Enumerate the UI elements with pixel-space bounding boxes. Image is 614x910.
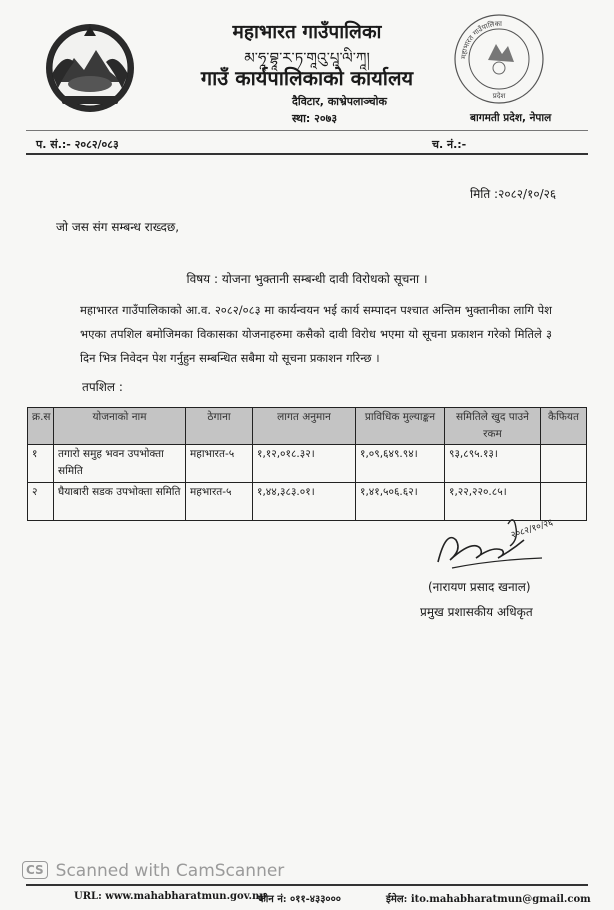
notice-body: महाभारत गाउँपालिकाको आ.व. २०८२/०८३ मा कार्यन्वयन भई कार्य सम्पादन पश्चात अन्तिम भुक्तानीका लागि पेश भएका तपशिल बमोजिमका विकासका योजनाहरुमा कसैको दावी विरोध भएमा यो सूचना प्रकाशन गरेको मितिले ३ दिन भित्र निवेदन पेश गर्नुहुन सम्बन्धित सबैमा यो सूचना प्रकाशन गरिन्छ । — [80, 303, 552, 365]
header-cost-estimate: लागत अनुमान — [253, 408, 356, 445]
cell-net-amount: ९३,८९५.१३। — [445, 445, 541, 483]
salutation: जो जस संग सम्बन्ध राख्दछ, — [56, 220, 180, 234]
header-remarks: कैफियत — [541, 408, 587, 445]
cell-remarks — [541, 445, 587, 483]
camscanner-text: Scanned with CamScanner — [55, 861, 285, 881]
cell-serial: १ — [28, 445, 54, 483]
footer-email: ईमेल: ito.mahabharatmun@gmail.com — [386, 894, 591, 905]
cell-project-name: तगारो समुह भवन उपभोक्ता समिति — [54, 445, 186, 483]
office-title: गाउँ कार्यपालिकाको कार्यालय — [200, 66, 414, 90]
header-address: ठेगाना — [186, 408, 253, 445]
established-year: स्था: २०७३ — [292, 112, 338, 125]
signer-title: प्रमुख प्रशासकीय अधिकृत — [420, 605, 533, 619]
table-header-row — [28, 408, 587, 445]
cell-address: महाभारत-५ — [186, 445, 253, 483]
cell-technical-evaluation: १,४१,५०६.६२। — [356, 483, 445, 521]
province-label: बागमती प्रदेश, नेपाल — [470, 112, 552, 124]
cell-technical-evaluation: १,०९,६४९.९४। — [356, 445, 445, 483]
footer-url: URL: www.mahabharatmun.gov.np — [74, 891, 267, 902]
cell-address: महभारत-५ — [186, 483, 253, 521]
footer-divider — [26, 884, 588, 886]
handwritten-signature — [432, 510, 562, 580]
svg-text:प्रदेश: प्रदेश — [492, 92, 506, 100]
header-net-amount: समितिले खुद पाउने रकम — [445, 408, 541, 445]
table-row — [28, 445, 587, 483]
projects-table — [27, 407, 587, 521]
signer-name: (नारायण प्रसाद खनाल) — [428, 580, 531, 594]
municipality-name-tibetan: མ་ཧཱ་བྷཱ་ར་ཏ་གཱའུ་པཱ་ལི་ཀཱ། — [244, 49, 370, 67]
svg-text:महाभारत गाउँपालिका: महाभारत गाउँपालिका — [459, 19, 503, 60]
cell-cost-estimate: १,१२,०१८.३२। — [253, 445, 356, 483]
office-address: दैविटार, काभ्रेपलाञ्चोक — [292, 95, 387, 108]
cell-project-name: घैयाबारी सडक उपभोक्ता समिति — [54, 483, 186, 521]
camscanner-icon: CS — [22, 861, 48, 879]
letter-date: मिति :२०८२/१०/२६ — [470, 187, 557, 201]
dispatch-number: च. नं.:- — [432, 138, 467, 151]
signature-date: २०८२/१०/२६ — [509, 517, 555, 541]
municipality-name: महाभारत गाउँपालिका — [232, 21, 382, 43]
cell-cost-estimate: १,४४,३८३.०१। — [253, 483, 356, 521]
subject-line: विषय : योजना भुक्तानी सम्बन्धी दावी विरोधको सूचना । — [186, 272, 428, 286]
footer-phone: फोन नं: ०११-४३३००० — [258, 894, 342, 905]
letter-number: प. सं.:- २०८२/०८३ — [36, 138, 119, 151]
header-project-name: योजनाको नाम — [54, 408, 186, 445]
details-label: तपशिल : — [82, 380, 123, 394]
header-technical-evaluation: प्राविधिक मुल्याङ्कन — [356, 408, 445, 445]
camscanner-watermark — [22, 861, 284, 881]
header-serial: क्र.स — [28, 408, 54, 445]
cell-serial: २ — [28, 483, 54, 521]
cell-net-amount: १,२२,२२०.८५। — [445, 483, 541, 521]
